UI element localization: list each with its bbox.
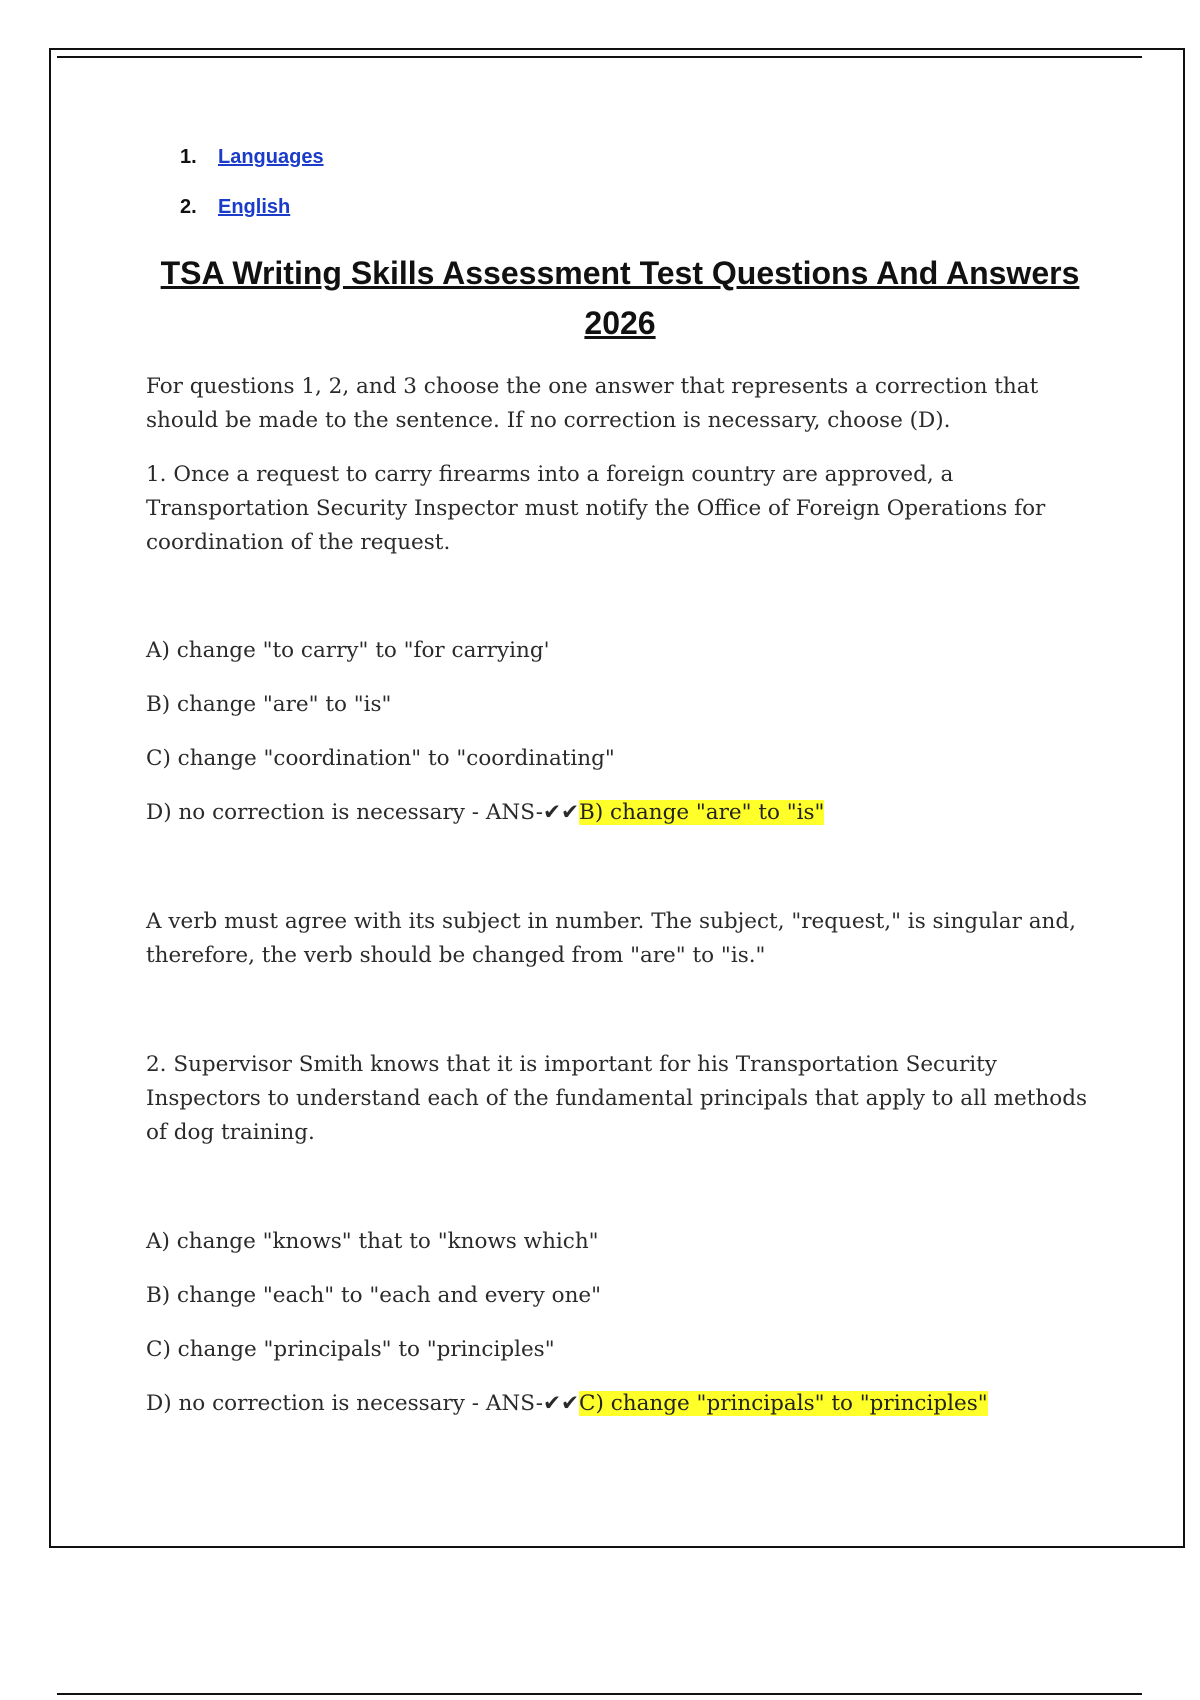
answer-marker: - ANS-✔✔ — [464, 1391, 580, 1416]
breadcrumb-item-english — [160, 192, 324, 222]
page-title — [140, 248, 1100, 348]
title-line-1: TSA Writing Skills Assessment Test Questions And Answers — [160, 255, 1080, 291]
bottom-rule — [57, 1693, 1142, 1695]
question-1-option-d — [146, 796, 1106, 830]
question-1-option-c: C) change "coordination" to "coordinating" — [146, 746, 615, 771]
question-2-option-d — [146, 1387, 1106, 1421]
question-2-option-b: B) change "each" to "each and every one" — [146, 1283, 602, 1308]
top-rule — [57, 56, 1142, 58]
highlighted-answer: C) change "principals" to "principles" — [579, 1391, 988, 1416]
option-d-text: D) no correction is necessary — [146, 1391, 465, 1416]
question-1-option-b: B) change "are" to "is" — [146, 692, 392, 717]
instructions: For questions 1, 2, and 3 choose the one answer that represents a correction that should be made to the sentence. If no correction is necessary, choose (D). — [146, 374, 1039, 433]
breadcrumb-number: 1. — [180, 145, 197, 168]
answer-marker: - ANS-✔✔ — [464, 800, 580, 825]
breadcrumb — [160, 142, 324, 242]
title-line-2: 2026 — [584, 305, 656, 341]
breadcrumb-number: 2. — [180, 195, 197, 218]
breadcrumb-item-languages — [160, 142, 324, 172]
question-2-prompt: 2. Supervisor Smith knows that it is important for his Transportation Security Inspectors to understand each of the fundamental principals that apply to all methods of dog training. — [146, 1052, 1087, 1145]
question-1-prompt: 1. Once a request to carry firearms into a foreign country are approved, a Transportation Security Inspector must notify the Office of Foreign Operations for coordination of the request. — [146, 462, 1046, 555]
question-2-option-c: C) change "principals" to "principles" — [146, 1337, 555, 1362]
question-1-explanation: A verb must agree with its subject in number. The subject, "request," is singular and, therefore, the verb should be changed from "are" to "is." — [146, 909, 1076, 968]
breadcrumb-link-english[interactable]: English — [218, 195, 291, 218]
option-d-text: D) no correction is necessary — [146, 800, 465, 825]
question-2-option-a: A) change "knows" that to "knows which" — [146, 1229, 599, 1254]
highlighted-answer: B) change "are" to "is" — [579, 800, 825, 825]
question-1-option-a: A) change "to carry" to "for carrying' — [146, 638, 550, 663]
breadcrumb-link-languages[interactable]: Languages — [218, 145, 324, 168]
